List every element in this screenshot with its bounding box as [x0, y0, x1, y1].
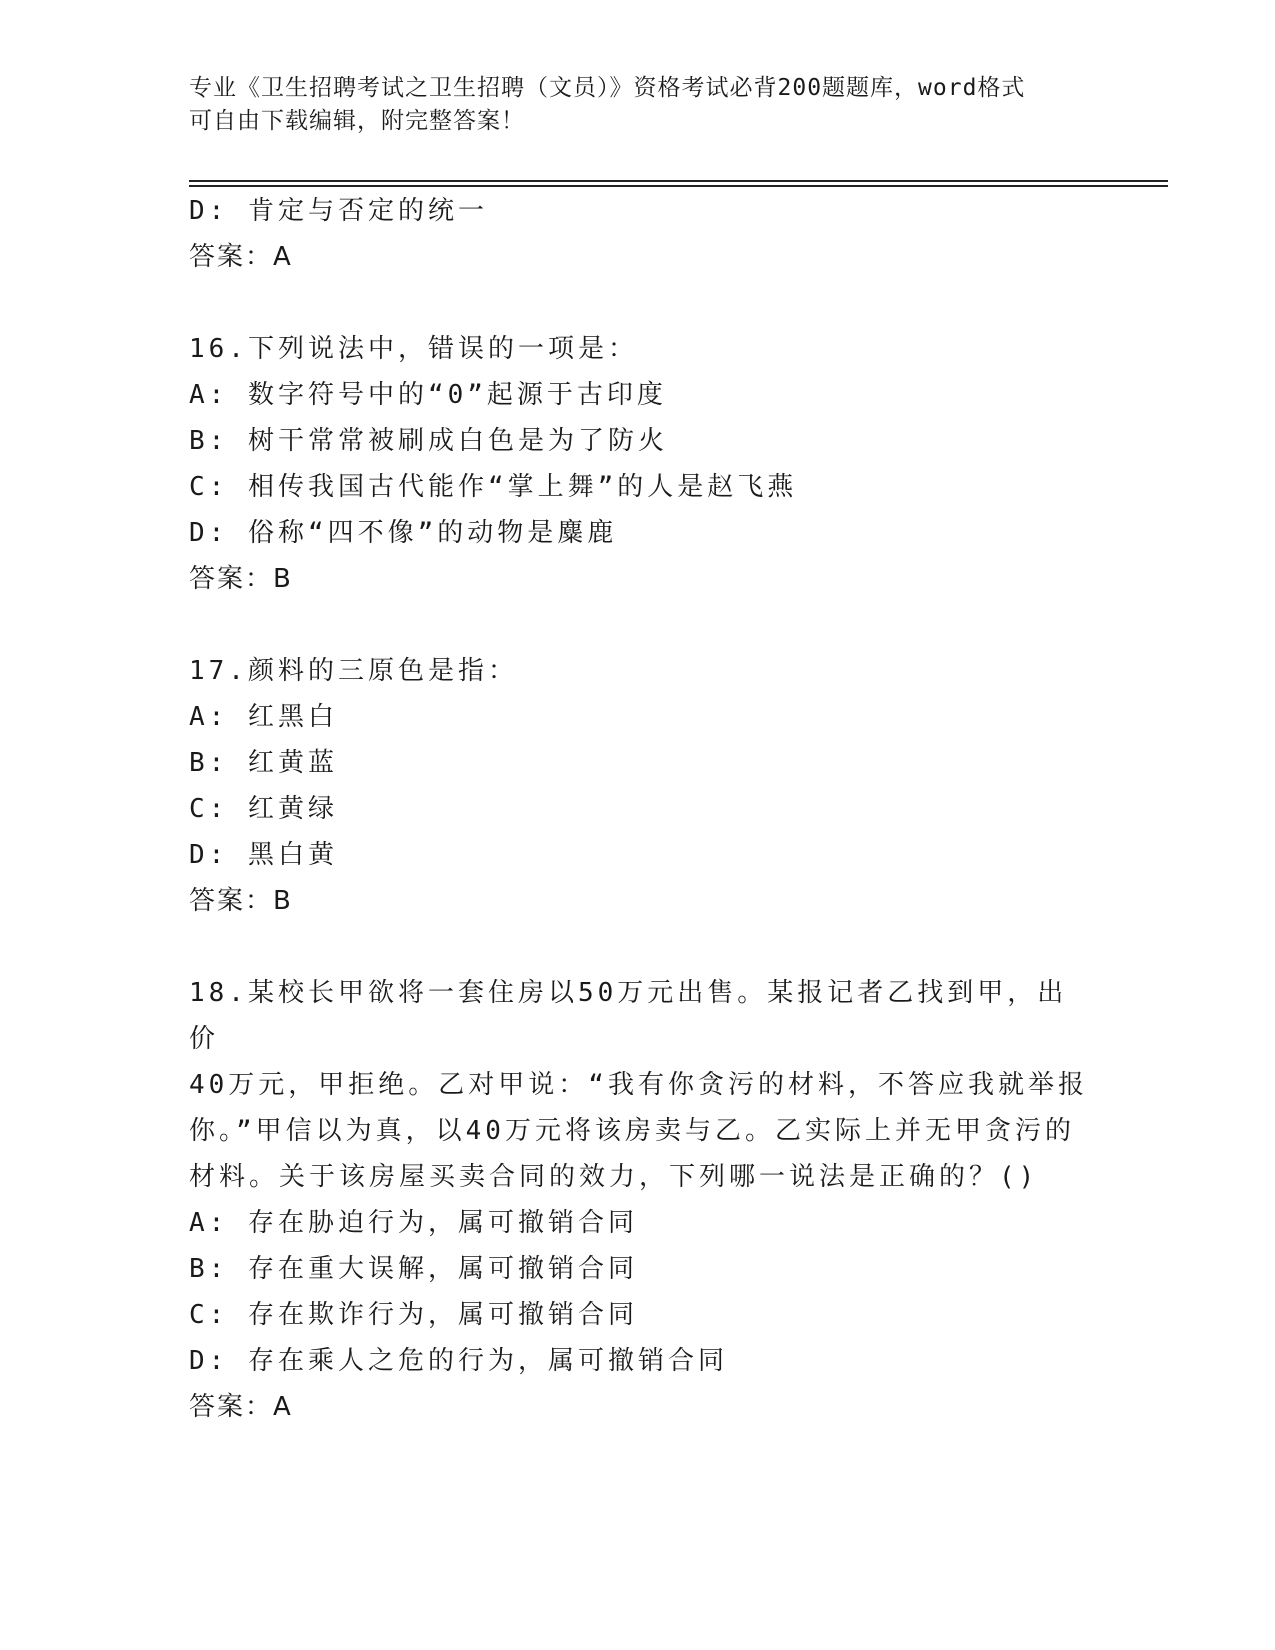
- option-a: A: 红黑白: [189, 702, 338, 732]
- question-stem-line: 18.某校长甲欲将一套住房以50万元出售。某报记者乙找到甲，出价: [189, 978, 1068, 1054]
- answer: 答案：B: [189, 564, 293, 594]
- question-17: [189, 648, 1089, 924]
- question-16: [189, 326, 1089, 602]
- question-18: [189, 970, 1089, 1430]
- document-header: [189, 72, 1089, 138]
- option-a: A: 数字符号中的“0”起源于古印度: [189, 380, 667, 410]
- question-stem-line: 40万元，甲拒绝。乙对甲说：“我有你贪污的材料，不答应我就举报: [189, 1070, 1088, 1100]
- spacer: [189, 602, 1089, 648]
- header-line-2: 可自由下载编辑，附完整答案！: [189, 108, 525, 134]
- question-stem: 17.颜料的三原色是指：: [189, 656, 518, 686]
- option-c: C: 红黄绿: [189, 794, 338, 824]
- option-a: A: 存在胁迫行为，属可撤销合同: [189, 1208, 638, 1238]
- question-list: [189, 188, 1089, 1430]
- answer: 答案：A: [189, 1392, 293, 1422]
- header-divider-top: [189, 180, 1168, 182]
- option-b: B: 红黄蓝: [189, 748, 338, 778]
- question-stem-line: 你。”甲信以为真，以40万元将该房卖与乙。乙实际上并无甲贪污的: [189, 1116, 1075, 1146]
- spacer: [189, 924, 1089, 970]
- question-stem: 16.下列说法中，错误的一项是：: [189, 334, 638, 364]
- header-line-1: 专业《卫生招聘考试之卫生招聘（文员）》资格考试必背200题题库，word格式: [189, 75, 1026, 101]
- header-divider-bottom: [189, 185, 1168, 187]
- option-b: B: 树干常常被刷成白色是为了防火: [189, 426, 668, 456]
- option-b: B: 存在重大误解，属可撤销合同: [189, 1254, 638, 1284]
- option-d: D: 存在乘人之危的行为，属可撤销合同: [189, 1346, 728, 1376]
- question-15-tail: [189, 188, 1089, 280]
- option-d: D: 俗称“四不像”的动物是麋鹿: [189, 518, 618, 548]
- question-stem-line: 材料。关于该房屋买卖合同的效力，下列哪一说法是正确的？(): [189, 1162, 1039, 1192]
- question-stem: [189, 970, 1089, 1200]
- option-c: C: 存在欺诈行为，属可撤销合同: [189, 1300, 638, 1330]
- option-d: D: 黑白黄: [189, 840, 338, 870]
- option-c: C: 相传我国古代能作“掌上舞”的人是赵飞燕: [189, 472, 798, 502]
- answer: 答案：A: [189, 242, 293, 272]
- spacer: [189, 280, 1089, 326]
- answer: 答案：B: [189, 886, 293, 916]
- option-d: D: 肯定与否定的统一: [189, 196, 488, 226]
